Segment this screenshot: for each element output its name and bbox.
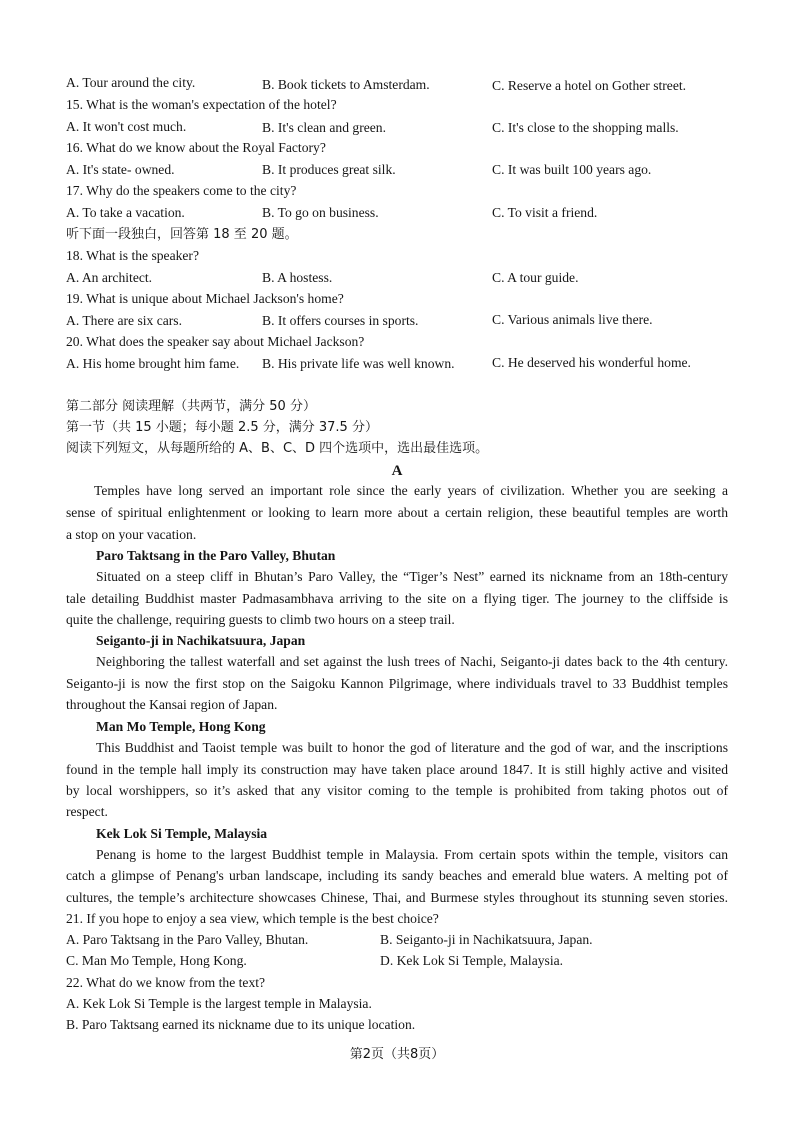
q17-option-b: B. To go on business. — [262, 205, 379, 220]
q15-option-c: C. It's close to the shopping malls. — [492, 120, 679, 135]
intro-line-1: Temples have long served an important role since the early years of civilization. Whether you are seeking a — [94, 483, 728, 498]
listening-instruction: 听下面一段独白，回答第 18 至 20 题。 — [66, 227, 298, 242]
temple-4-line-2: catch a glimpse of Penang's urban landscape, including its sandy beaches and emerald blue waters. A melting pot of — [66, 868, 728, 883]
temple-1-title: Paro Taktsang in the Paro Valley, Bhutan — [96, 548, 336, 563]
temple-3-title: Man Mo Temple, Hong Kong — [96, 719, 266, 734]
q18-option-a: A. An architect. — [66, 270, 153, 285]
page-number-footer: 第2页（共8页） — [349, 1047, 445, 1062]
q16-option-a: A. It's state- owned. — [66, 162, 175, 177]
q21-option-b: B. Seiganto-ji in Nachikatsuura, Japan. — [380, 932, 593, 947]
temple-3-line-2: found in the temple hall imply its construction may have taken place around 1847. It is still highly active and visited — [66, 762, 728, 777]
temple-2-line-1: Neighboring the tallest waterfall and set against the lush trees of Nachi, Seiganto-ji dates back to the 4th century. — [96, 654, 728, 669]
q19-option-a: A. There are six cars. — [66, 313, 182, 328]
q22-question: 22. What do we know from the text? — [66, 975, 266, 990]
temple-1-line-3: quite the challenge, requiring guests to climb two hours on a steep trail. — [66, 612, 455, 627]
temple-1-line-1: Situated on a steep cliff in Bhutan’s Paro Valley, the “Tiger’s Nest” earned its nickname from an 18th-century — [96, 569, 728, 584]
intro-line-3: a stop on your vacation. — [66, 527, 197, 542]
q16-option-b: B. It produces great silk. — [262, 162, 396, 177]
q18-question: 18. What is the speaker? — [66, 248, 199, 263]
q18-option-c: C. A tour guide. — [492, 270, 579, 285]
intro-line-2: sense of spiritual enlightenment or looking to learn more about a certain religion, these beautiful temples are worth — [66, 505, 728, 520]
q17-question: 17. Why do the speakers come to the city? — [66, 183, 297, 198]
q21-option-c: C. Man Mo Temple, Hong Kong. — [66, 953, 247, 968]
q17-option-c: C. To visit a friend. — [492, 205, 598, 220]
temple-2-title: Seiganto-ji in Nachikatsuura, Japan — [96, 633, 306, 648]
q22-option-a: A. Kek Lok Si Temple is the largest temple in Malaysia. — [66, 996, 372, 1011]
q20-option-c: C. He deserved his wonderful home. — [492, 355, 691, 370]
temple-2-line-2: Seiganto-ji is now the first stop on the Saigoku Kannon Pilgrimage, where individuals travel to 33 Buddhist temples — [66, 676, 728, 691]
passage-letter: A — [391, 463, 403, 479]
temple-3-line-3: by local worshippers, so it’s asked that any visitor coming to the temple is prohibited from taking photos out of — [66, 783, 728, 798]
q14-option-c: C. Reserve a hotel on Gother street. — [492, 78, 687, 93]
temple-1-line-2: tale detailing Buddhist master Padmasambhava arriving to the site on a flying tiger. The journey to the cliffside is — [66, 591, 728, 606]
q22-option-b: B. Paro Taktsang earned its nickname due to its unique location. — [66, 1017, 416, 1032]
temple-2-line-3: throughout the Kansai region of Japan. — [66, 697, 278, 712]
q14-option-b: B. Book tickets to Amsterdam. — [262, 77, 430, 92]
q18-option-b: B. A hostess. — [262, 270, 333, 285]
q19-question: 19. What is unique about Michael Jackson's home? — [66, 291, 344, 306]
reading-instruction: 阅读下列短文，从每题所给的 A、B、C、D 四个选项中，选出最佳选项。 — [66, 441, 489, 456]
q20-option-a: A. His home brought him fame. — [66, 356, 240, 371]
q16-option-c: C. It was built 100 years ago. — [492, 162, 652, 177]
q21-option-d: D. Kek Lok Si Temple, Malaysia. — [380, 953, 564, 968]
q14-option-a: A. Tour around the city. — [66, 75, 196, 90]
reading-section-title: 第一节（共 15 小题；每小题 2.5 分，满分 37.5 分） — [66, 420, 378, 435]
q21-option-a: A. Paro Taktsang in the Paro Valley, Bhutan. — [66, 932, 309, 947]
q15-option-b: B. It's clean and green. — [262, 120, 386, 135]
q19-option-c: C. Various animals live there. — [492, 312, 653, 327]
temple-3-line-4: respect. — [66, 804, 108, 819]
q20-option-b: B. His private life was well known. — [262, 356, 455, 371]
q19-option-b: B. It offers courses in sports. — [262, 313, 419, 328]
q15-option-a: A. It won't cost much. — [66, 119, 187, 134]
q17-option-a: A. To take a vacation. — [66, 205, 185, 220]
temple-3-line-1: This Buddhist and Taoist temple was built to honor the god of literature and the god of war, and the inscriptions — [96, 740, 728, 755]
temple-4-line-3: cultures, the temple’s architecture showcases Chinese, Thai, and Burmese styles throughout its stunning seven stories. — [66, 890, 728, 905]
temple-4-line-1: Penang is home to the largest Buddhist temple in Malaysia. From certain spots within the temple, visitors can — [96, 847, 728, 862]
q20-question: 20. What does the speaker say about Michael Jackson? — [66, 334, 365, 349]
q21-question: 21. If you hope to enjoy a sea view, which temple is the best choice? — [66, 911, 439, 926]
temple-4-title: Kek Lok Si Temple, Malaysia — [96, 826, 268, 841]
reading-part-title: 第二部分 阅读理解（共两节，满分 50 分） — [66, 399, 316, 414]
q15-question: 15. What is the woman's expectation of the hotel? — [66, 97, 337, 112]
q16-question: 16. What do we know about the Royal Factory? — [66, 140, 326, 155]
